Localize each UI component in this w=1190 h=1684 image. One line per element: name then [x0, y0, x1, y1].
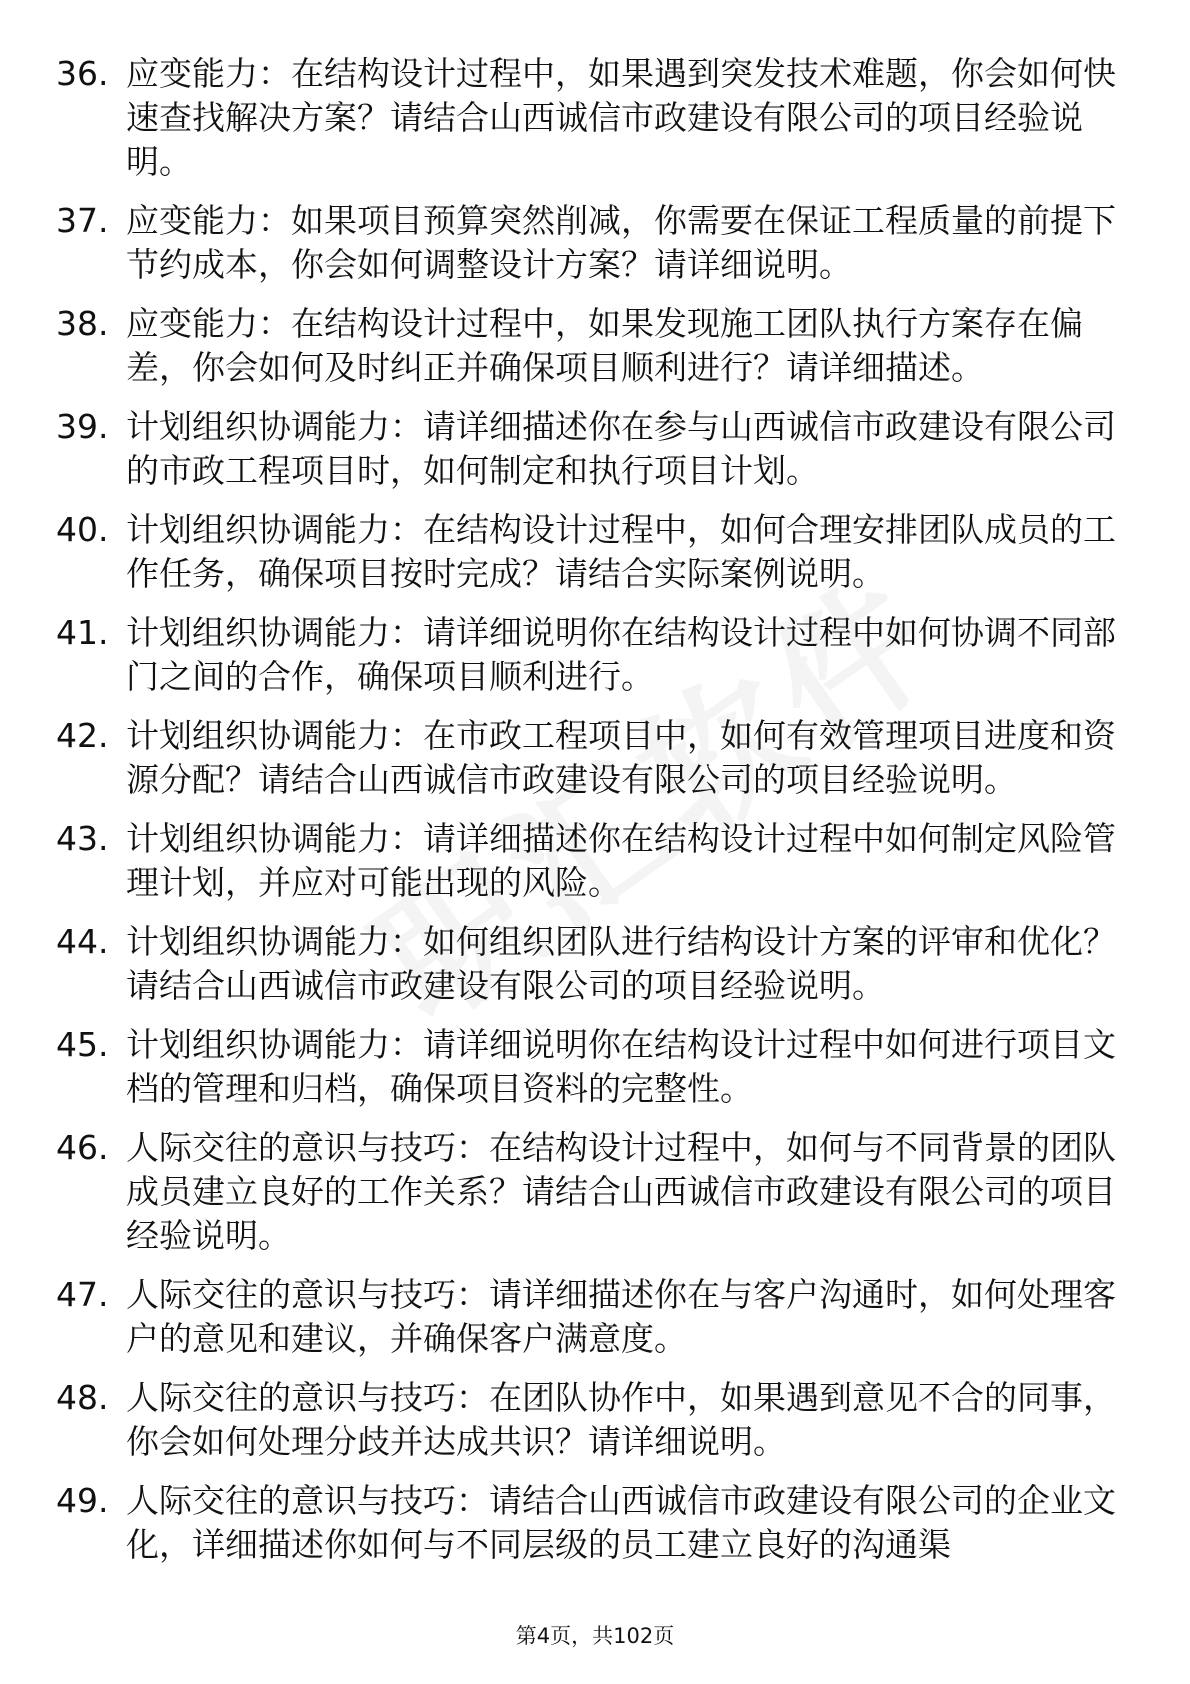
question-text: 应变能力：在结构设计过程中，如果遇到突发技术难题，你会如何快速查找解决方案？请结合山西诚信市政建设有限公司的项目经验说明。 [126, 54, 1116, 181]
question-text: 应变能力：在结构设计过程中，如果发现施工团队执行方案存在偏差，你会如何及时纠正并确保项目顺利进行？请详细描述。 [126, 304, 1083, 387]
question-text: 人际交往的意识与技巧：请详细描述你在与客户沟通时，如何处理客户的意见和建议，并确保客户满意度。 [126, 1275, 1116, 1358]
question-number: 37. [56, 201, 109, 240]
question-text: 计划组织协调能力：请详细描述你在参与山西诚信市政建设有限公司的市政工程项目时，如何制定和执行项目计划。 [126, 407, 1116, 490]
question-item [56, 1376, 1116, 1464]
question-item [56, 302, 1116, 390]
question-list [56, 52, 1116, 1582]
question-number: 42. [56, 716, 109, 755]
question-text: 人际交往的意识与技巧：在结构设计过程中，如何与不同背景的团队成员建立良好的工作关系？请结合山西诚信市政建设有限公司的项目经验说明。 [126, 1128, 1116, 1255]
question-item [56, 508, 1116, 596]
question-item [56, 920, 1116, 1008]
question-item [56, 817, 1116, 905]
question-number: 36. [56, 54, 109, 93]
question-text: 计划组织协调能力：请详细说明你在结构设计过程中如何进行项目文档的管理和归档，确保项目资料的完整性。 [126, 1025, 1116, 1108]
question-text: 计划组织协调能力：请详细说明你在结构设计过程中如何协调不同部门之间的合作，确保项目顺利进行。 [126, 613, 1116, 696]
question-text: 计划组织协调能力：在市政工程项目中，如何有效管理项目进度和资源分配？请结合山西诚信市政建设有限公司的项目经验说明。 [126, 716, 1116, 799]
question-text: 计划组织协调能力：在结构设计过程中，如何合理安排团队成员的工作任务，确保项目按时完成？请结合实际案例说明。 [126, 510, 1116, 593]
question-text: 人际交往的意识与技巧：请结合山西诚信市政建设有限公司的企业文化，详细描述你如何与不同层级的员工建立良好的沟通渠 [126, 1481, 1116, 1564]
question-text: 计划组织协调能力：如何组织团队进行结构设计方案的评审和优化？请结合山西诚信市政建设有限公司的项目经验说明。 [126, 922, 1116, 1005]
question-number: 39. [56, 407, 109, 446]
question-number: 41. [56, 613, 109, 652]
question-number: 48. [56, 1378, 109, 1417]
question-item [56, 1023, 1116, 1111]
question-item [56, 405, 1116, 493]
question-item [56, 611, 1116, 699]
question-item [56, 199, 1116, 287]
question-item [56, 714, 1116, 802]
question-text: 应变能力：如果项目预算突然削减，你需要在保证工程质量的前提下节约成本，你会如何调整设计方案？请详细说明。 [126, 201, 1116, 284]
question-number: 40. [56, 510, 109, 549]
question-number: 43. [56, 819, 109, 858]
question-number: 49. [56, 1481, 109, 1520]
question-item [56, 52, 1116, 184]
question-number: 44. [56, 922, 109, 961]
question-text: 计划组织协调能力：请详细描述你在结构设计过程中如何制定风险管理计划，并应对可能出现的风险。 [126, 819, 1116, 902]
question-item [56, 1479, 1116, 1567]
question-text: 人际交往的意识与技巧：在团队协作中，如果遇到意见不合的同事，你会如何处理分歧并达成共识？请详细说明。 [126, 1378, 1116, 1461]
question-number: 46. [56, 1128, 109, 1167]
question-number: 38. [56, 304, 109, 343]
question-item [56, 1126, 1116, 1258]
question-number: 47. [56, 1275, 109, 1314]
question-number: 45. [56, 1025, 109, 1064]
page-footer: 第4页，共102页 [515, 1624, 675, 1648]
question-item [56, 1273, 1116, 1361]
